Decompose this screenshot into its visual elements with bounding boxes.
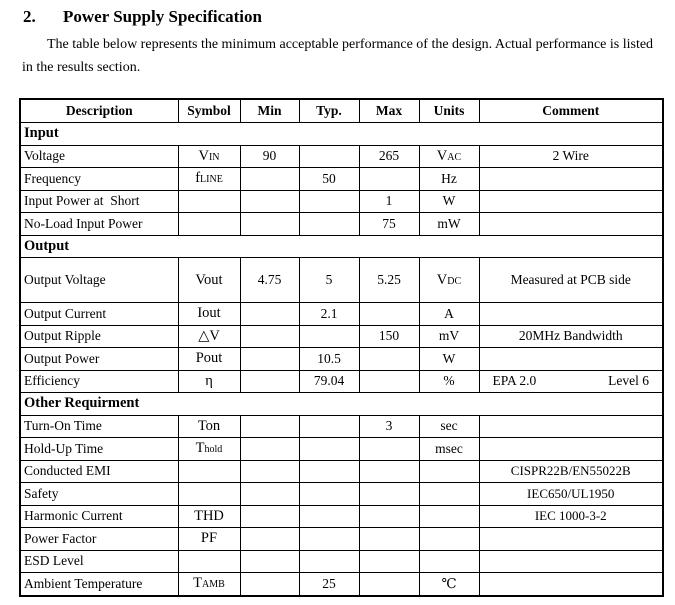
row-symbol [178, 213, 240, 236]
header-row [20, 99, 663, 123]
row-comment: EPA 2.0 Level 6 [479, 370, 663, 393]
row-max [359, 438, 419, 461]
section-row-output [20, 235, 663, 258]
section-title: Power Supply Specification [63, 7, 262, 26]
spec-table [19, 98, 664, 597]
row-description: Input Power at Short [20, 190, 178, 213]
row-units: VAC [419, 145, 479, 168]
row-typ: 25 [299, 573, 359, 596]
row-units: W [419, 190, 479, 213]
row-symbol: Pout [178, 348, 240, 371]
section-number: 2. [23, 7, 36, 26]
row-typ [299, 190, 359, 213]
row-symbol: Thold [178, 438, 240, 461]
col-header-max: Max [359, 99, 419, 123]
row-typ: 10.5 [299, 348, 359, 371]
table-row [20, 258, 663, 303]
row-min [240, 303, 299, 326]
row-comment [479, 415, 663, 438]
row-max [359, 460, 419, 483]
row-comment [479, 550, 663, 573]
row-comment [479, 438, 663, 461]
row-symbol [178, 460, 240, 483]
row-max [359, 483, 419, 506]
table-row [20, 505, 663, 528]
row-symbol: THD [178, 505, 240, 528]
row-units: A [419, 303, 479, 326]
row-symbol: TAMB [178, 573, 240, 596]
row-symbol: Ton [178, 415, 240, 438]
row-max [359, 348, 419, 371]
table-row [20, 460, 663, 483]
row-units: mV [419, 325, 479, 348]
row-comment [479, 573, 663, 596]
row-min [240, 348, 299, 371]
row-symbol [178, 190, 240, 213]
table-row [20, 213, 663, 236]
table-row [20, 438, 663, 461]
col-header-units: Units [419, 99, 479, 123]
row-min [240, 483, 299, 506]
row-units: ℃ [419, 573, 479, 596]
row-comment [479, 190, 663, 213]
row-min [240, 460, 299, 483]
row-typ [299, 213, 359, 236]
row-description: Output Current [20, 303, 178, 326]
row-min [240, 325, 299, 348]
row-min [240, 213, 299, 236]
row-max [359, 303, 419, 326]
row-typ [299, 550, 359, 573]
row-symbol: △V [178, 325, 240, 348]
row-symbol: VIN [178, 145, 240, 168]
row-typ: 79.04 [299, 370, 359, 393]
row-comment [479, 528, 663, 551]
row-max: 75 [359, 213, 419, 236]
row-symbol: Vout [178, 258, 240, 303]
row-description: Efficiency [20, 370, 178, 393]
row-max [359, 505, 419, 528]
row-units: W [419, 348, 479, 371]
section-row-other [20, 393, 663, 416]
table-row [20, 370, 663, 393]
row-typ [299, 415, 359, 438]
row-typ: 50 [299, 168, 359, 191]
row-max: 5.25 [359, 258, 419, 303]
row-max [359, 168, 419, 191]
row-symbol [178, 483, 240, 506]
col-header-description: Description [20, 99, 178, 123]
row-comment [479, 168, 663, 191]
row-min: 90 [240, 145, 299, 168]
row-units [419, 460, 479, 483]
intro-text: The table below represents the minimum acceptable performance of the design. Actual performance is listed in the results section. [22, 37, 654, 75]
row-units: sec [419, 415, 479, 438]
row-units: msec [419, 438, 479, 461]
row-description: Output Voltage [20, 258, 178, 303]
col-header-min: Min [240, 99, 299, 123]
row-min [240, 168, 299, 191]
table-row [20, 415, 663, 438]
row-units [419, 550, 479, 573]
row-min [240, 438, 299, 461]
table-row [20, 528, 663, 551]
row-comment: 20MHz Bandwidth [479, 325, 663, 348]
row-max: 1 [359, 190, 419, 213]
row-max [359, 370, 419, 393]
row-description: No-Load Input Power [20, 213, 178, 236]
row-description: Ambient Temperature [20, 573, 178, 596]
row-description: Hold-Up Time [20, 438, 178, 461]
row-typ [299, 528, 359, 551]
row-symbol: η [178, 370, 240, 393]
row-comment [479, 213, 663, 236]
row-typ: 5 [299, 258, 359, 303]
row-description: ESD Level [20, 550, 178, 573]
row-min [240, 505, 299, 528]
table-row [20, 483, 663, 506]
row-comment: 2 Wire [479, 145, 663, 168]
section-label: Input [20, 123, 663, 146]
row-min [240, 573, 299, 596]
row-comment: CISPR22B/EN55022B [479, 460, 663, 483]
table-row [20, 145, 663, 168]
row-units: % [419, 370, 479, 393]
row-max: 265 [359, 145, 419, 168]
table-row [20, 325, 663, 348]
row-typ [299, 438, 359, 461]
table-row [20, 168, 663, 191]
row-symbol: PF [178, 528, 240, 551]
row-max [359, 550, 419, 573]
row-comment: IEC 1000-3-2 [479, 505, 663, 528]
table-row [20, 190, 663, 213]
row-max [359, 573, 419, 596]
section-label: Output [20, 235, 663, 258]
row-description: Power Factor [20, 528, 178, 551]
col-header-typ: Typ. [299, 99, 359, 123]
row-units: mW [419, 213, 479, 236]
row-units: VDC [419, 258, 479, 303]
row-min [240, 190, 299, 213]
row-comment [479, 303, 663, 326]
section-heading [23, 7, 262, 27]
row-units: Hz [419, 168, 479, 191]
row-typ: 2.1 [299, 303, 359, 326]
col-header-symbol: Symbol [178, 99, 240, 123]
row-symbol: Iout [178, 303, 240, 326]
row-description: Voltage [20, 145, 178, 168]
row-description: Output Ripple [20, 325, 178, 348]
row-typ [299, 505, 359, 528]
table-row [20, 348, 663, 371]
row-description: Safety [20, 483, 178, 506]
row-symbol: fLINE [178, 168, 240, 191]
row-comment [479, 348, 663, 371]
table-row [20, 573, 663, 596]
row-description: Frequency [20, 168, 178, 191]
intro-paragraph [22, 33, 662, 79]
section-row-input [20, 123, 663, 146]
row-min [240, 550, 299, 573]
row-units [419, 505, 479, 528]
row-description: Harmonic Current [20, 505, 178, 528]
row-description: Turn-On Time [20, 415, 178, 438]
row-typ [299, 460, 359, 483]
table-row [20, 303, 663, 326]
row-min [240, 415, 299, 438]
row-description: Output Power [20, 348, 178, 371]
row-comment: Measured at PCB side [479, 258, 663, 303]
row-comment: IEC650/UL1950 [479, 483, 663, 506]
table-row [20, 550, 663, 573]
col-header-comment: Comment [479, 99, 663, 123]
row-min: 4.75 [240, 258, 299, 303]
row-units [419, 528, 479, 551]
row-description: Conducted EMI [20, 460, 178, 483]
row-typ [299, 325, 359, 348]
row-typ [299, 483, 359, 506]
row-max [359, 528, 419, 551]
section-label: Other Requirment [20, 393, 663, 416]
row-min [240, 528, 299, 551]
row-min [240, 370, 299, 393]
row-symbol [178, 550, 240, 573]
row-units [419, 483, 479, 506]
row-max: 3 [359, 415, 419, 438]
row-max: 150 [359, 325, 419, 348]
row-typ [299, 145, 359, 168]
